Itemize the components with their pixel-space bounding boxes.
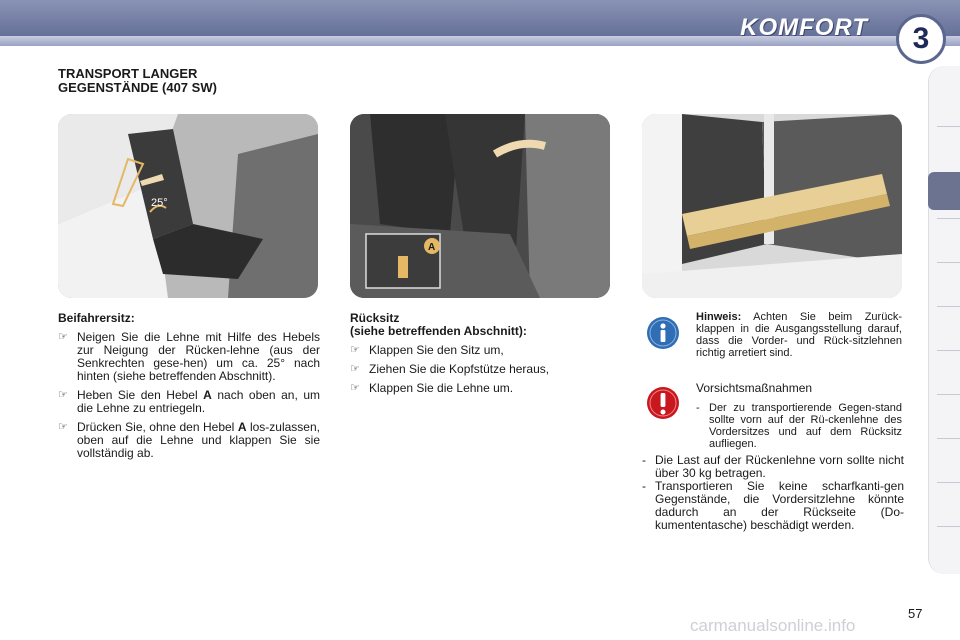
- list-item: ☞ Klappen Sie die Lehne um.: [350, 381, 514, 395]
- list-item: ☞ Heben Sie den Hebel A nach oben an, um die Lehne zu entriegeln.: [58, 388, 320, 415]
- hand-pointer-icon: ☞: [350, 344, 360, 356]
- list-item: ☞ Ziehen Sie die Kopfstütze heraus,: [350, 362, 550, 376]
- angle-label: 25°: [151, 197, 168, 209]
- hand-pointer-icon: ☞: [350, 363, 360, 375]
- chapter-tab[interactable]: [937, 438, 960, 439]
- watermark: carmanualsonline.info: [690, 616, 856, 635]
- precautions-heading: Vorsichtsmaßnahmen: [696, 381, 813, 395]
- chapter-tabs: [928, 66, 960, 574]
- lever-a-label: A: [428, 242, 436, 253]
- chapter-tab[interactable]: [937, 394, 960, 395]
- chapter-tab[interactable]: [937, 482, 960, 483]
- chapter-tab[interactable]: [937, 526, 960, 527]
- long-load-image: [642, 114, 902, 298]
- section-title: TRANSPORT LANGER GEGENSTÄNDE (407 SW): [58, 66, 217, 95]
- chapter-title: KOMFORT: [740, 14, 868, 41]
- dash-bullet: -: [642, 453, 646, 467]
- front-seat-instructions: [58, 312, 320, 460]
- hand-pointer-icon: ☞: [58, 331, 68, 343]
- chapter-number: 3: [896, 14, 946, 64]
- note-text: Hinweis: Achten Sie beim Zurück-klappen in die Ausgangsstellung darauf, dass die Vorder- und Rück-sitzlehnen richtig arretiert sind.: [696, 311, 902, 359]
- info-icon: [646, 316, 680, 350]
- rear-seat-image: [350, 114, 610, 298]
- list-item: ☞ Neigen Sie die Lehne mit Hilfe des Hebels zur Neigung der Rücken-lehne (aus der Senkrechten gese-hen) um ca. 25° nach hinten (siehe betreffenden Abschnitt).: [58, 330, 320, 383]
- hand-pointer-icon: ☞: [58, 389, 68, 401]
- dash-bullet: -: [696, 402, 700, 414]
- precautions-inner: [696, 402, 902, 450]
- chapter-tab[interactable]: [937, 350, 960, 351]
- rear-seat-heading: Rücksitz: [350, 311, 400, 325]
- list-item: - Der zu transportierende Gegen-stand sollte vorn auf der Rü-ckenlehne des Vordersitzes und auf dem Rücksitz aufliegen.: [696, 402, 902, 450]
- front-seat-heading: Beifahrersitz:: [58, 311, 135, 325]
- dash-bullet: -: [642, 479, 646, 493]
- chapter-tab[interactable]: [937, 126, 960, 127]
- note-label: Hinweis:: [696, 311, 742, 323]
- list-item: - Die Last auf der Rückenlehne vorn sollte nicht über 30 kg betragen.: [642, 453, 904, 480]
- chapter-tab[interactable]: [937, 306, 960, 307]
- warning-icon: [646, 386, 680, 420]
- chapter-tab[interactable]: [937, 262, 960, 263]
- hand-pointer-icon: ☞: [58, 421, 68, 433]
- page-number: 57: [908, 606, 923, 621]
- precautions-outer: [642, 454, 904, 532]
- rear-seat-subheading: (siehe betreffenden Abschnitt):: [350, 324, 527, 338]
- chapter-tab[interactable]: [937, 218, 960, 219]
- hand-pointer-icon: ☞: [350, 382, 360, 394]
- rear-seat-instructions: [350, 312, 612, 395]
- front-seat-image: [58, 114, 318, 298]
- list-item: - Transportieren Sie keine scharfkanti-gen Gegenstände, die Vordersitzlehne könnte dadurch an der Rückseite (Do-kumententasche) beschädigt werden.: [642, 479, 904, 532]
- list-item: ☞ Klappen Sie den Sitz um,: [350, 343, 504, 357]
- list-item: ☞ Drücken Sie, ohne den Hebel A los-zulassen, oben auf die Lehne und klappen Sie sie vollständig ab.: [58, 420, 320, 460]
- chapter-tab-active[interactable]: [928, 172, 960, 210]
